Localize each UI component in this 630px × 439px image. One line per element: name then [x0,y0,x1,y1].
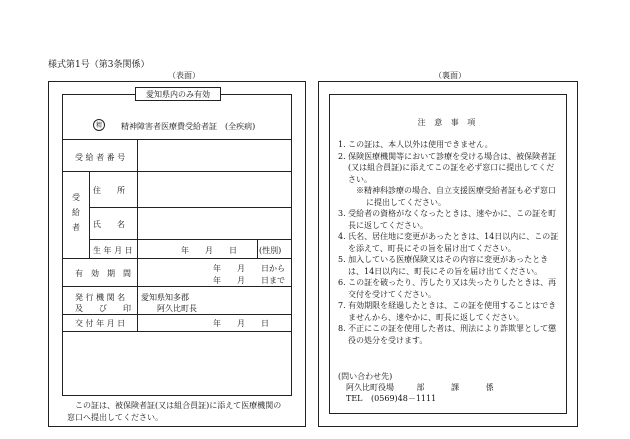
front-side-label: （表面） [168,71,200,80]
validity-label: 有 効 期 間 [75,269,131,278]
note-item: 4. 氏名、居住地に変更があったときは、14日以内に、この証を添えて、町長にその旨を届け出てください。 [338,232,559,253]
note-item: 5. 加入している医療保険又はその内容に変更があったときは、14日以内に、町長にその旨を届け出てください。 [338,255,549,276]
note-item: 6. この証を破ったり、汚したり又は失ったりしたときは、再交付を受けてください。 [338,278,557,299]
note-item: 3. 受給者の資格がなくなったときは、速やかに、この証を町長に返してください。 [338,209,557,230]
birth-date-label: 生 年 月 日 [93,246,133,255]
contact-tel: (0569)48－1111 [371,394,437,403]
recipient-number-label: 受 給 者 番 号 [75,153,126,162]
back-card [318,81,578,427]
row-divider [63,139,291,140]
gender-label: (性別) [259,246,282,255]
note-item: ※精神科診療の場合、自立支援医療受給者証も必ず窓口に提出してください。 [356,186,556,207]
front-note: この証は、被保険者証(又は組合員証)に添えて医療機関の窓口へ提出してください。 [67,401,282,422]
validity-to: 年 月 日まで [213,276,285,285]
col-divider [137,139,138,331]
contact-dept: 部 [416,383,425,392]
birth-date-value: 年 月 日 [181,246,237,255]
contact-tel-row [338,393,560,404]
mental-mark-icon: 精 [93,119,105,131]
contact-heading: (問い合わせ先) [338,372,393,381]
front-card [48,81,306,427]
form-label: 様式第1号（第3条関係） [48,60,150,70]
row-divider [89,207,291,208]
note-item: 1. この証は、本人以外は使用できません。 [338,140,493,149]
row-divider [63,258,291,259]
issuer-prefecture: 愛知県知多郡 [141,293,189,302]
contact-office: 阿久比町役場 [346,383,394,392]
contact-tel-label: TEL [346,394,363,403]
back-inner-frame [329,94,567,414]
region-validity-note: 愛知県内のみ有効 [135,87,221,101]
address-label: 住 所 [93,186,125,195]
row-divider [89,239,291,240]
front-inner-frame [62,90,292,396]
issue-date-label: 交 付 年 月 日 [75,319,126,328]
recipient-label: 受給者 [72,193,80,232]
contact-block [338,371,560,404]
note-item: 7. 有効期限を経過したときは、この証を使用することはできませんから、速やかに、町長に返してください。 [338,301,557,322]
contact-office-row [338,382,560,393]
contact-unit: 係 [485,383,494,392]
note-item: 8. 不正にこの証を使用した者は、刑法により詐欺罪として懲役の処分を受けます。 [338,324,557,345]
name-label: 氏 名 [93,220,125,229]
issuer-mayor: 阿久比町長 [157,304,197,313]
notes-list [338,139,560,346]
row-divider [63,314,291,315]
issue-date-value: 年 月 日 [213,319,269,328]
row-divider [63,286,291,287]
issuer-label: 発 行 機 関 名 及 び 印 [75,293,131,313]
validity-from: 年 月 日から [213,264,285,273]
notes-title: 注 意 事 項 [417,118,479,127]
row-divider [63,331,291,332]
back-side-label: （裏面） [434,71,466,80]
contact-section: 課 [451,383,460,392]
col-divider [89,171,90,258]
row-divider [63,171,291,172]
card-title: 精神障害者医療費受給者証 (全疾病) [121,122,256,131]
col-divider [257,239,258,258]
note-item: 2. 保険医療機関等において診療を受ける場合は、被保険者証(又は組合員証)に添えてこの証を必ず窓口に提出してください。 [338,151,557,184]
